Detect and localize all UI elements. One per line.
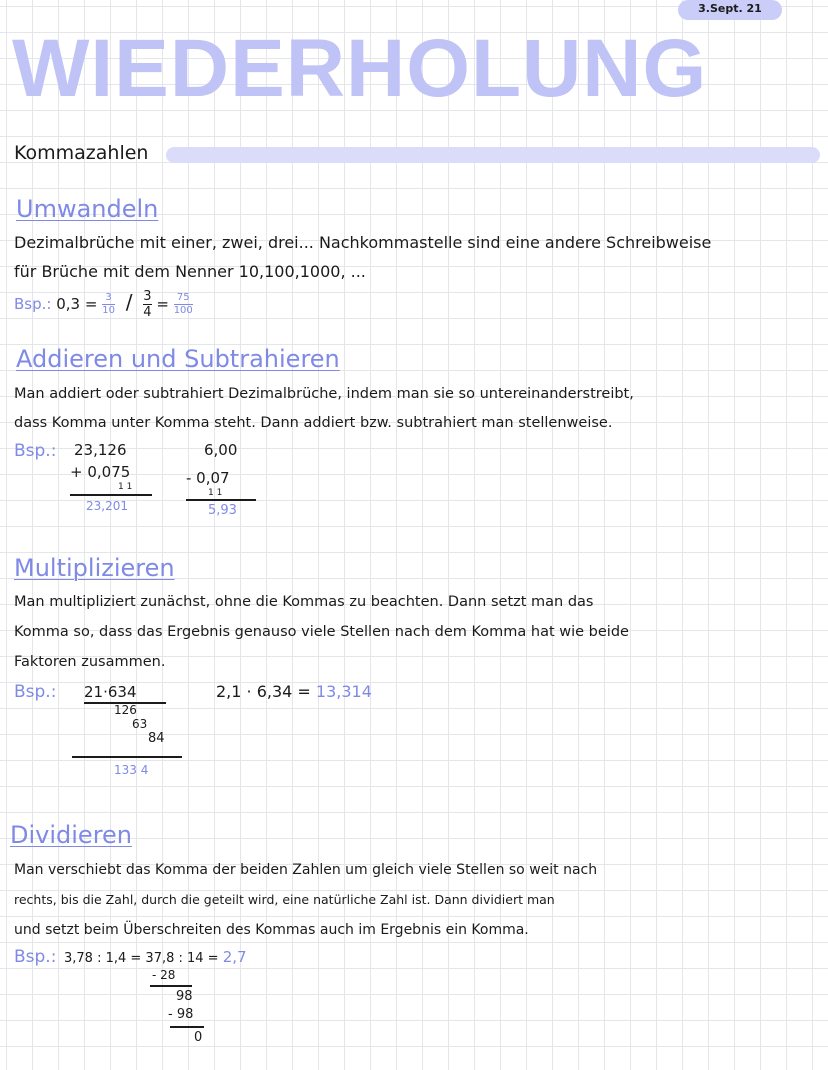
heading-addieren: Addieren und Subtrahieren: [16, 345, 340, 373]
addieren-text-line2: dass Komma unter Komma steht. Dann addiert bzw. subtrahiert man stellenweise.: [14, 415, 613, 431]
mult-row2: 63: [132, 717, 148, 731]
add-sum-line: [70, 494, 152, 496]
div-line1: [150, 985, 192, 987]
div-row2: 98: [176, 989, 193, 1004]
umwandeln-text-line1: Dezimalbrüche mit einer, zwei, drei... Nachkommastelle sind eine andere Schreibweise: [14, 233, 712, 252]
umwandeln-example: [14, 288, 193, 320]
date-badge: 3.Sept. 21: [678, 0, 782, 20]
add-operand-a: 23,126: [74, 441, 127, 459]
fraction-3-10: $\frac{3}{10}$: [102, 292, 115, 316]
add-operand-b: + 0,075: [70, 463, 131, 481]
mult-row1: 126: [114, 703, 137, 717]
mult-equation-result: 13,314: [315, 682, 372, 701]
bsp-label: Bsp.:: [14, 441, 57, 461]
sub-operand-a: 6,00: [204, 441, 238, 459]
example-lhs: 0,3 =: [56, 295, 98, 313]
div-result: 2,7: [222, 948, 247, 966]
umwandeln-text-line2: für Brüche mit dem Nenner 10,100,1000, ...: [14, 262, 366, 281]
section-highlight-bar: [166, 147, 820, 163]
mult-equation: 2,1 · 6,34 = 13,314: [216, 682, 372, 701]
multiplizieren-text-line1: Man multipliziert zunächst, ohne die Kommas zu beachten. Dann setzt man das: [14, 594, 594, 610]
heading-dividieren: Dividieren: [10, 821, 133, 849]
mult-row3: 84: [148, 731, 165, 746]
bsp-label: Bsp.:: [14, 682, 57, 702]
fraction-75-100: $\frac{75}{100}$: [173, 292, 193, 316]
multiplizieren-text-line2: Komma so, dass das Ergebnis genauso viele Stellen nach dem Komma hat wie beide: [14, 624, 629, 640]
page-title: WIEDERHOLUNG: [12, 23, 708, 114]
div-row4: 0: [194, 1030, 203, 1045]
heading-umwandeln: Umwandeln: [16, 195, 159, 223]
div-row3: - 98: [168, 1007, 194, 1022]
mult-sum-line: [72, 756, 182, 758]
multiplizieren-text-line3: Faktoren zusammen.: [14, 654, 166, 670]
bsp-label: Bsp.:: [14, 295, 52, 313]
equals-sign: =: [156, 295, 169, 313]
add-result: 23,201: [86, 499, 128, 513]
heading-multiplizieren: Multiplizieren: [14, 554, 175, 582]
dividieren-text-line2: rechts, bis die Zahl, durch die geteilt wird, eine natürliche Zahl ist. Dann dividiert man: [14, 892, 555, 907]
mult-result: 133 4: [114, 763, 149, 777]
mult-head: 21·634: [84, 683, 137, 701]
sub-carry: 1 1: [208, 488, 223, 498]
sub-operand-b: - 0,07: [186, 469, 230, 487]
section-title: Kommazahlen: [14, 142, 149, 164]
dividieren-text-line3: und setzt beim Überschreiten des Kommas auch im Ergebnis ein Komma.: [14, 922, 529, 938]
div-equation: 3,78 : 1,4 = 37,8 : 14 = 2,7: [64, 948, 247, 966]
addieren-text-line1: Man addiert oder subtrahiert Dezimalbrüche, indem man sie so untereinanderstreibt,: [14, 386, 634, 402]
bsp-label: Bsp.:: [14, 947, 57, 967]
fraction-3-4: $\frac{3}{4}$: [143, 289, 152, 320]
sub-difference-line: [186, 499, 256, 501]
sub-result: 5,93: [208, 503, 237, 518]
div-line2: [170, 1026, 204, 1028]
div-row1: - 28: [152, 968, 176, 982]
dividieren-text-line1: Man verschiebt das Komma der beiden Zahlen um gleich viele Stellen so weit nach: [14, 862, 598, 878]
slash-separator: /: [125, 290, 133, 314]
add-carry: 1 1: [118, 482, 133, 492]
